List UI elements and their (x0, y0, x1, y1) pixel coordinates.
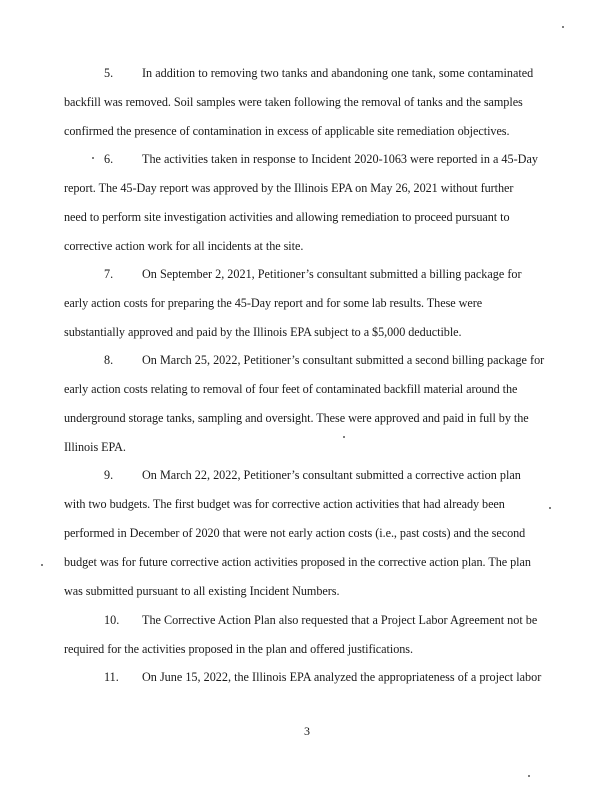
paragraph-number: 9. (104, 468, 114, 482)
page-number: 3 (304, 724, 310, 738)
paragraph-line: substantially approved and paid by the Illinois EPA subject to a $5,000 deductible. (64, 325, 462, 339)
scan-speck (41, 564, 43, 566)
paragraph-line: backfill was removed. Soil samples were taken following the removal of tanks and the samples (64, 95, 523, 109)
paragraph-first-line: The Corrective Action Plan also requested that a Project Labor Agreement not be (142, 613, 538, 627)
scan-speck (92, 157, 94, 159)
paragraph-line: confirmed the presence of contamination in excess of applicable site remediation objectives. (64, 124, 510, 138)
paragraph-number: 11. (104, 670, 119, 684)
paragraph-number: 5. (104, 66, 114, 80)
scan-speck (549, 507, 551, 509)
scan-speck (562, 26, 564, 28)
paragraph-first-line: The activities taken in response to Incident 2020-1063 were reported in a 45-Day (142, 152, 538, 166)
paragraph-line: performed in December of 2020 that were not early action costs (i.e., past costs) and the second (64, 526, 526, 540)
paragraph-number: 6. (104, 152, 114, 166)
paragraph-line: was submitted pursuant to all existing Incident Numbers. (64, 584, 340, 598)
paragraph-first-line: In addition to removing two tanks and abandoning one tank, some contaminated (142, 66, 534, 80)
scan-speck (528, 775, 530, 777)
paragraph-line: early action costs for preparing the 45-Day report and for some lab results. These were (64, 296, 483, 310)
paragraph-line: corrective action work for all incidents at the site. (64, 239, 304, 253)
scan-speck (343, 436, 345, 438)
paragraph-first-line: On March 22, 2022, Petitioner’s consultant submitted a corrective action plan (142, 468, 521, 482)
paragraph-line: early action costs relating to removal of four feet of contaminated backfill material around the (64, 382, 518, 396)
paragraph-line: underground storage tanks, sampling and oversight. These were approved and paid in full by the (64, 411, 529, 425)
paragraph-first-line: On March 25, 2022, Petitioner’s consultant submitted a second billing package for (142, 353, 545, 367)
paragraph-line: need to perform site investigation activities and allowing remediation to proceed pursuant to (64, 210, 510, 224)
paragraph-first-line: On June 15, 2022, the Illinois EPA analyzed the appropriateness of a project labor (142, 670, 542, 684)
paragraph-line: budget was for future corrective action activities proposed in the corrective action plan. The plan (64, 555, 531, 569)
paragraph-line: report. The 45-Day report was approved by the Illinois EPA on May 26, 2021 without further (64, 181, 514, 195)
paragraph-line: with two budgets. The first budget was for corrective action activities that had already been (64, 497, 505, 511)
paragraph-number: 10. (104, 613, 120, 627)
paragraph-line: required for the activities proposed in the plan and offered justifications. (64, 642, 413, 656)
paragraph-line: Illinois EPA. (64, 440, 126, 454)
paragraph-first-line: On September 2, 2021, Petitioner’s consultant submitted a billing package for (142, 267, 522, 281)
paragraph-number: 7. (104, 267, 114, 281)
paragraph-number: 8. (104, 353, 114, 367)
